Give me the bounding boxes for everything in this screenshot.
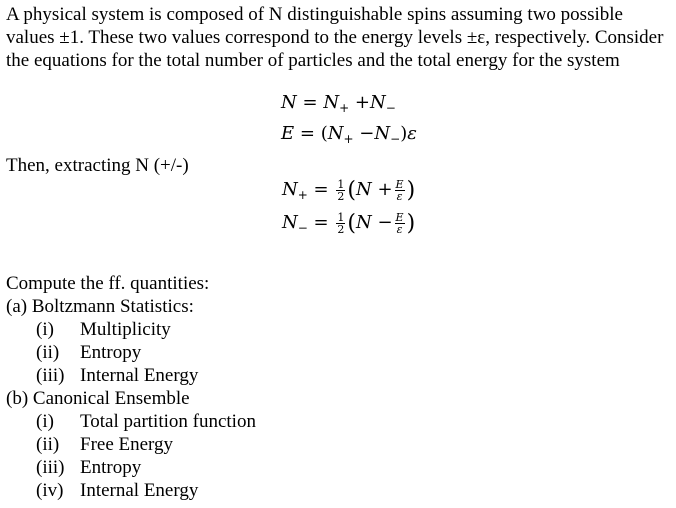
list-item: (iv) Internal Energy <box>36 480 199 501</box>
list-item: (iii) Entropy <box>36 457 142 478</box>
list-item: (i) Total partition function <box>36 411 256 432</box>
equation-total-particles: $N = N_+ +N_-$ <box>281 92 396 115</box>
equation-n-plus: $N_+$ = $\frac{1}{2}$ (N + $\frac{E}{\varepsilon}$ ) <box>282 177 416 203</box>
part-b: (b) Canonical Ensemble <box>6 388 190 409</box>
equation-n-minus: $N_-$ = $\frac{1}{2}$ (N − $\frac{E}{\varepsilon}$ ) <box>282 210 416 236</box>
part-a: (a) Boltzmann Statistics: <box>6 296 194 317</box>
list-item: (ii) Entropy <box>36 342 142 363</box>
then-text: Then, extracting N (+/-) <box>6 155 189 176</box>
list-item: (iii) Internal Energy <box>36 365 199 386</box>
compute-text: Compute the ff. quantities: <box>6 273 210 294</box>
problem-intro: A physical system is composed of N distinguishable spins assuming two possible values ±1. These two values correspond to the energy levels ±ε, respectively. Consider the equations for the total number of particles and the total energy for the system <box>6 4 664 71</box>
equation-total-energy: $E = (N_+ -N_-)\varepsilon$ <box>281 123 417 146</box>
list-item: (ii) Free Energy <box>36 434 174 455</box>
list-item: (i) Multiplicity <box>36 319 171 340</box>
